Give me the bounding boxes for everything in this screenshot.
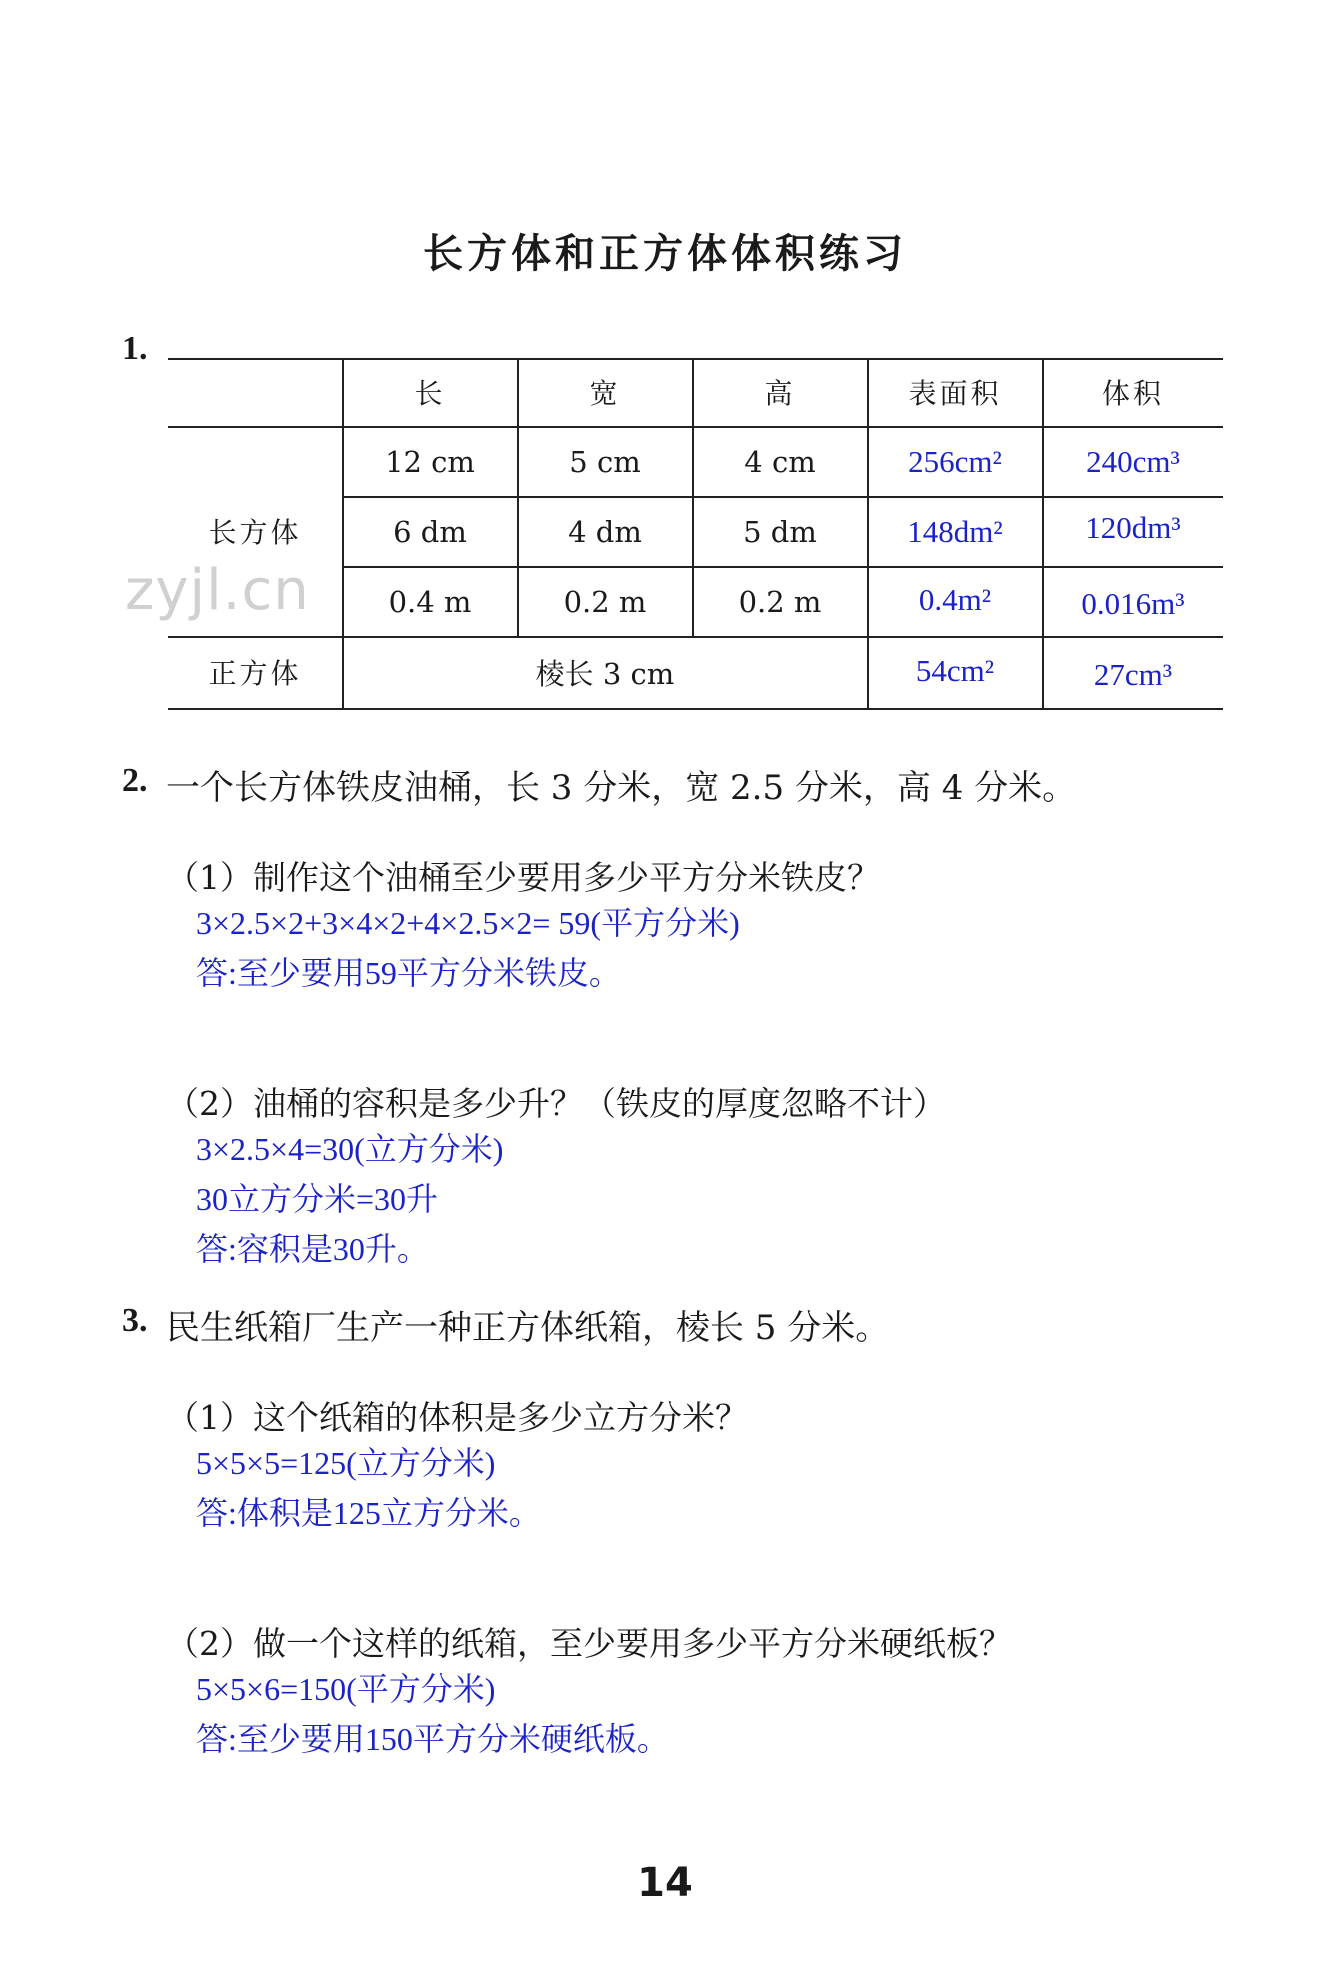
header-height: 高 [764, 377, 796, 410]
row3-width: 0.2 m [563, 584, 647, 619]
question-2-part-1-answer-2: 答:至少要用59平方分米铁皮。 [196, 955, 621, 991]
question-2-part-2-answer-3: 答:容积是30升。 [196, 1231, 429, 1267]
header-volume: 体积 [1101, 377, 1164, 410]
row3-area-answer: 0.4m² [918, 581, 992, 617]
row2-volume-answer: 120dm³ [1085, 509, 1181, 545]
page-number: 14 [637, 1860, 693, 1906]
row3-length: 0.4 m [388, 584, 472, 619]
cube-volume-answer: 27cm³ [1093, 656, 1173, 692]
row2-length: 6 dm [393, 514, 467, 549]
question-3-part-2: （2）做一个这样的纸箱，至少要用多少平方分米硬纸板？ [166, 1624, 1012, 1663]
question-2-part-2-answer-1: 3×2.5×4=30(立方分米) [196, 1131, 504, 1167]
question-2-text: 一个长方体铁皮油桶，长 3 分米，宽 2.5 分米，高 4 分米。 [166, 768, 1077, 808]
question-2-part-1: （1）制作这个油桶至少要用多少平方分米铁皮？ [166, 858, 880, 897]
row2-width: 4 dm [568, 514, 642, 549]
question-3-part-2-answer-2: 答:至少要用150平方分米硬纸板。 [196, 1721, 669, 1757]
question-3-number: 3. [122, 1302, 148, 1339]
page-title: 长方体和正方体体积练习 [423, 231, 907, 277]
row2-height: 5 dm [743, 514, 817, 549]
cube-label: 正方体 [208, 657, 302, 690]
header-length: 长 [414, 377, 446, 410]
cube-edge: 棱长 3 cm [535, 657, 675, 691]
question-3-part-1-answer-2: 答:体积是125立方分米。 [196, 1495, 541, 1531]
header-surface-area: 表面积 [908, 377, 1002, 410]
cube-area-answer: 54cm² [915, 652, 995, 688]
question-2-part-1-answer-1: 3×2.5×2+3×4×2+4×2.5×2= 59(平方分米) [196, 905, 740, 941]
question-2-part-2-answer-2: 30立方分米=30升 [196, 1181, 439, 1217]
watermark: zyjl.cn [125, 558, 310, 623]
dimensions-table [168, 358, 1223, 710]
question-3-part-1: （1）这个纸箱的体积是多少立方分米？ [166, 1398, 748, 1437]
row1-area-answer: 256cm² [908, 443, 1002, 479]
question-3-text: 民生纸箱厂生产一种正方体纸箱，棱长 5 分米。 [166, 1308, 890, 1348]
row1-width: 5 cm [569, 444, 641, 479]
question-3-part-1-answer-1: 5×5×5=125(立方分米) [196, 1445, 496, 1481]
question-3-part-2-answer-1: 5×5×6=150(平方分米) [196, 1671, 496, 1707]
question-1-number: 1. [122, 330, 148, 367]
question-2-part-2: （2）油桶的容积是多少升？（铁皮的厚度忽略不计） [166, 1084, 946, 1123]
row2-area-answer: 148dm² [907, 513, 1003, 549]
row3-volume-answer: 0.016m³ [1081, 585, 1185, 621]
question-2-number: 2. [122, 762, 148, 799]
row3-height: 0.2 m [738, 584, 822, 619]
row1-volume-answer: 240cm³ [1086, 443, 1180, 479]
cuboid-label: 长方体 [208, 516, 302, 549]
row1-length: 12 cm [385, 444, 475, 479]
header-width: 宽 [589, 377, 621, 410]
row1-height: 4 cm [744, 444, 816, 479]
